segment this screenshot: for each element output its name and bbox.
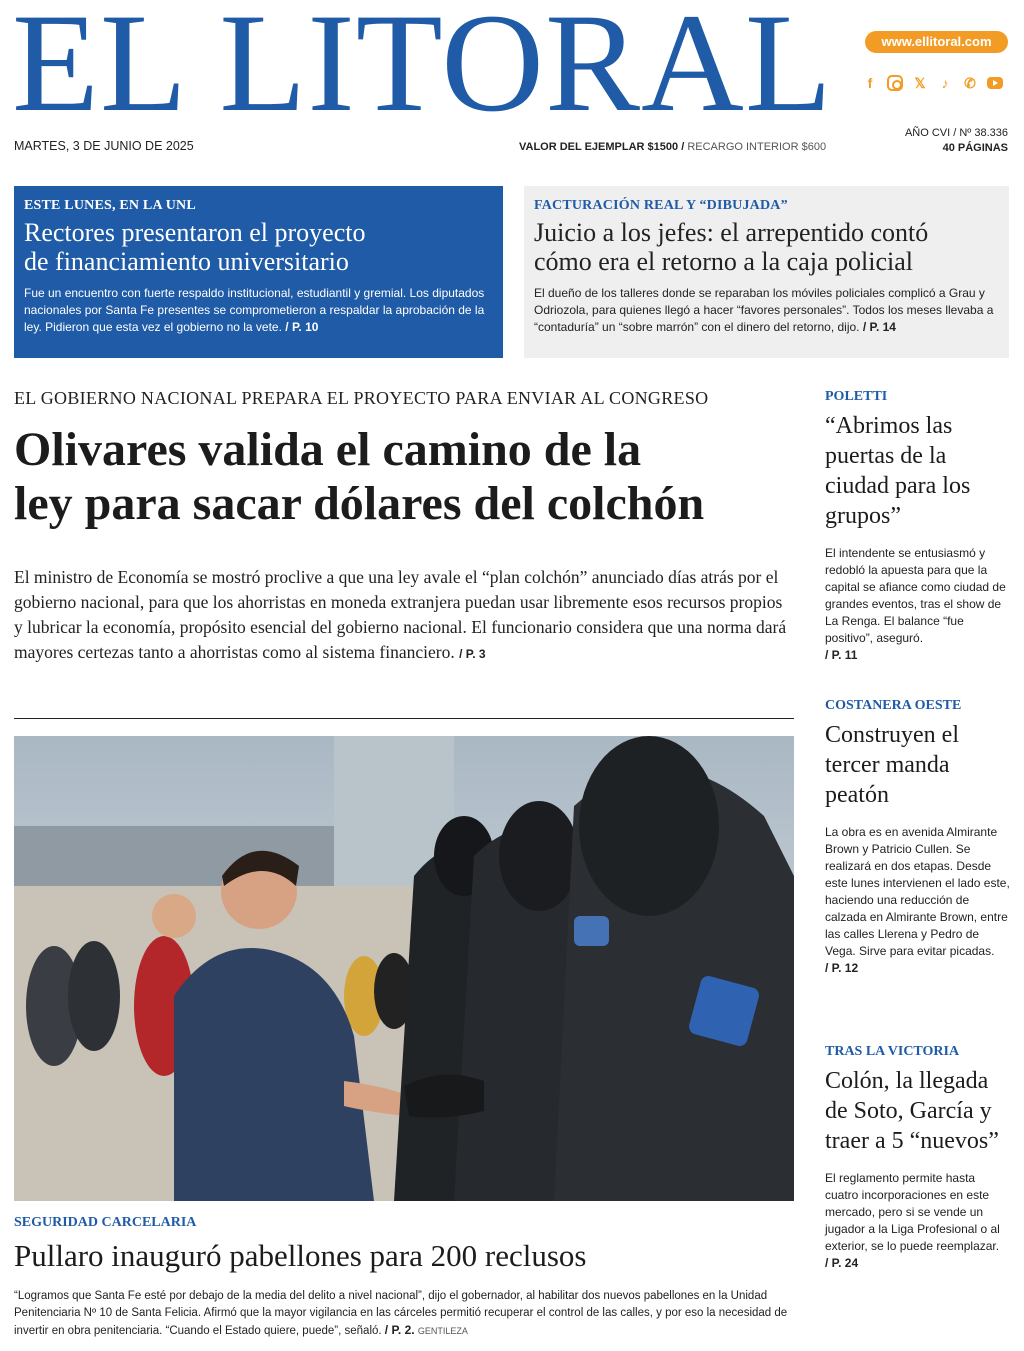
photo-story-headline[interactable]: Pullaro inauguró pabellones para 200 reclusos (14, 1238, 587, 1273)
headline-line: Olivares valida el camino de la (14, 423, 642, 476)
story-headline[interactable]: “Abrimos las puertas de la ciudad para los grupos” (825, 413, 971, 529)
story-kicker: TRAS LA VICTORIA (825, 1044, 960, 1059)
top-story-right[interactable] (524, 186, 1009, 358)
story-headline[interactable] (24, 218, 493, 276)
divider (14, 718, 794, 719)
youtube-icon[interactable] (987, 77, 1003, 89)
photo-credit: GENTILEZA (417, 1326, 468, 1336)
headline-line: ley para sacar dólares del colchón (14, 477, 705, 530)
page-reference: / P. 3 (459, 647, 486, 661)
headline-line: cómo era el retorno a la caja policial (534, 247, 913, 276)
page-reference: / P. 2. (384, 1323, 415, 1337)
facebook-icon[interactable]: f (867, 75, 873, 91)
issue-number: AÑO CVI / Nº 38.336 (904, 127, 1008, 139)
story-headline[interactable]: Construyen el tercer manda peatón (825, 722, 959, 808)
story-kicker: ESTE LUNES, EN LA UNL (24, 198, 196, 213)
lead-photo[interactable] (14, 736, 794, 1201)
summary-text: “Logramos que Santa Fe esté por debajo de la media del delito a nivel nacional”, dijo el gobernador, al habilitar dos nuevos pabellones en la Unidad Penitenciaria Nº 10 de Santa Felicia. Afirmó que la mayor vigilancia en las cárceles permitió recuperar el control de las calles, y por eso la necesidad de invertir en obra penitenciaria. “Cuando el Estado quiere, puede”, señaló. (14, 1290, 788, 1337)
story-kicker: POLETTI (825, 389, 888, 404)
page-reference: / P. 24 (825, 1256, 859, 1270)
website-url-link[interactable]: www.ellitoral.com (865, 31, 1008, 53)
social-icons (862, 75, 1003, 91)
sidebar-story-costanera[interactable] (825, 698, 1010, 977)
page-reference: / P. 14 (862, 320, 896, 334)
newspaper-masthead[interactable]: EL LITORAL (12, 0, 833, 141)
photo-story-summary (14, 1288, 794, 1340)
issue-date: MARTES, 3 DE JUNIO DE 2025 (14, 139, 194, 153)
issue-info (905, 126, 1008, 156)
story-summary (534, 285, 999, 336)
sidebar-story-poletti[interactable] (825, 389, 1010, 664)
story-summary (825, 1170, 1010, 1272)
story-summary (24, 285, 493, 336)
story-summary (825, 824, 1010, 977)
lead-headline[interactable] (14, 423, 804, 531)
summary-text: El intendente se entusiasmó y redobló la apuesta para que la capital se afiance como ciudad de grandes eventos, tras el show de La Renga. El balance “fue positivo”, aseguró. (825, 546, 1006, 645)
lead-summary (14, 565, 794, 667)
story-kicker: FACTURACIÓN REAL Y “DIBUJADA” (534, 198, 788, 213)
headline-line: de financiamiento universitario (24, 247, 349, 276)
page-reference: / P. 10 (285, 320, 319, 334)
summary-text: La obra es en avenida Almirante Brown y Patricio Cullen. Se realizará en dos etapas. Desde este lunes intervienen el lado este, haciendo una reducción de calzada en Almirante Brown, entre las calles Llerena y Pedro de Vega. Sirve para evitar picadas. (825, 825, 1010, 958)
page-count: 40 PÁGINAS (942, 142, 1008, 154)
top-story-left[interactable] (14, 186, 503, 358)
whatsapp-icon[interactable]: ✆ (964, 75, 976, 91)
summary-text: El dueño de los talleres donde se reparaban los móviles policiales complicó a Grau y Odriozola, para quienes llegó a hacer “favores personales”. Todos los meses llevaba a “contaduría” un “sobre marrón” con el dinero del retorno, dijo. (534, 286, 994, 334)
price-line (519, 141, 826, 153)
tiktok-icon[interactable]: ♪ (941, 75, 949, 91)
summary-text: Fue un encuentro con fuerte respaldo institucional, estudiantil y gremial. Los diputados nacionales por Santa Fe presentes se comprometieron a respaldar la aprobación de la ley. Pidieron que esta vez el gobierno no la vete. (24, 286, 485, 334)
headline-line: Juicio a los jefes: el arrepentido contó (534, 218, 929, 247)
surcharge-label: RECARGO INTERIOR $600 (687, 141, 827, 153)
story-summary (825, 545, 1010, 664)
photo-illustration (14, 736, 794, 1201)
photo-story-kicker: SEGURIDAD CARCELARIA (14, 1215, 197, 1230)
price-label: VALOR DEL EJEMPLAR $1500 / (519, 141, 685, 153)
lead-kicker: EL GOBIERNO NACIONAL PREPARA EL PROYECTO PARA ENVIAR AL CONGRESO (14, 388, 709, 408)
page-reference: / P. 11 (825, 648, 858, 662)
instagram-icon[interactable] (887, 75, 903, 91)
page-reference: / P. 12 (825, 961, 859, 975)
story-headline[interactable] (534, 218, 999, 276)
summary-text: El ministro de Economía se mostró proclive a que una ley avale el “plan colchón” anunciado días atrás por el gobierno nacional, para que los ahorristas en moneda extranjera puedan usar libremente esos recursos propios y lubricar la economía, propósito esencial del gobierno nacional. El funcionario considera que una norma dará mayores certezas tanto a ahorristas como al sistema financiero. (14, 567, 787, 662)
story-kicker: COSTANERA OESTE (825, 698, 962, 713)
headline-line: Rectores presentaron el proyecto (24, 218, 366, 247)
summary-text: El reglamento permite hasta cuatro incorporaciones en este mercado, pero si se vende un jugador a la Liga Profesional o al exterior, se lo puede reemplazar. (825, 1171, 1000, 1253)
story-headline[interactable]: Colón, la llegada de Soto, García y traer a 5 “nuevos” (825, 1068, 999, 1154)
x-icon[interactable]: 𝕏 (914, 75, 926, 91)
sidebar-story-colon[interactable] (825, 1044, 1010, 1272)
